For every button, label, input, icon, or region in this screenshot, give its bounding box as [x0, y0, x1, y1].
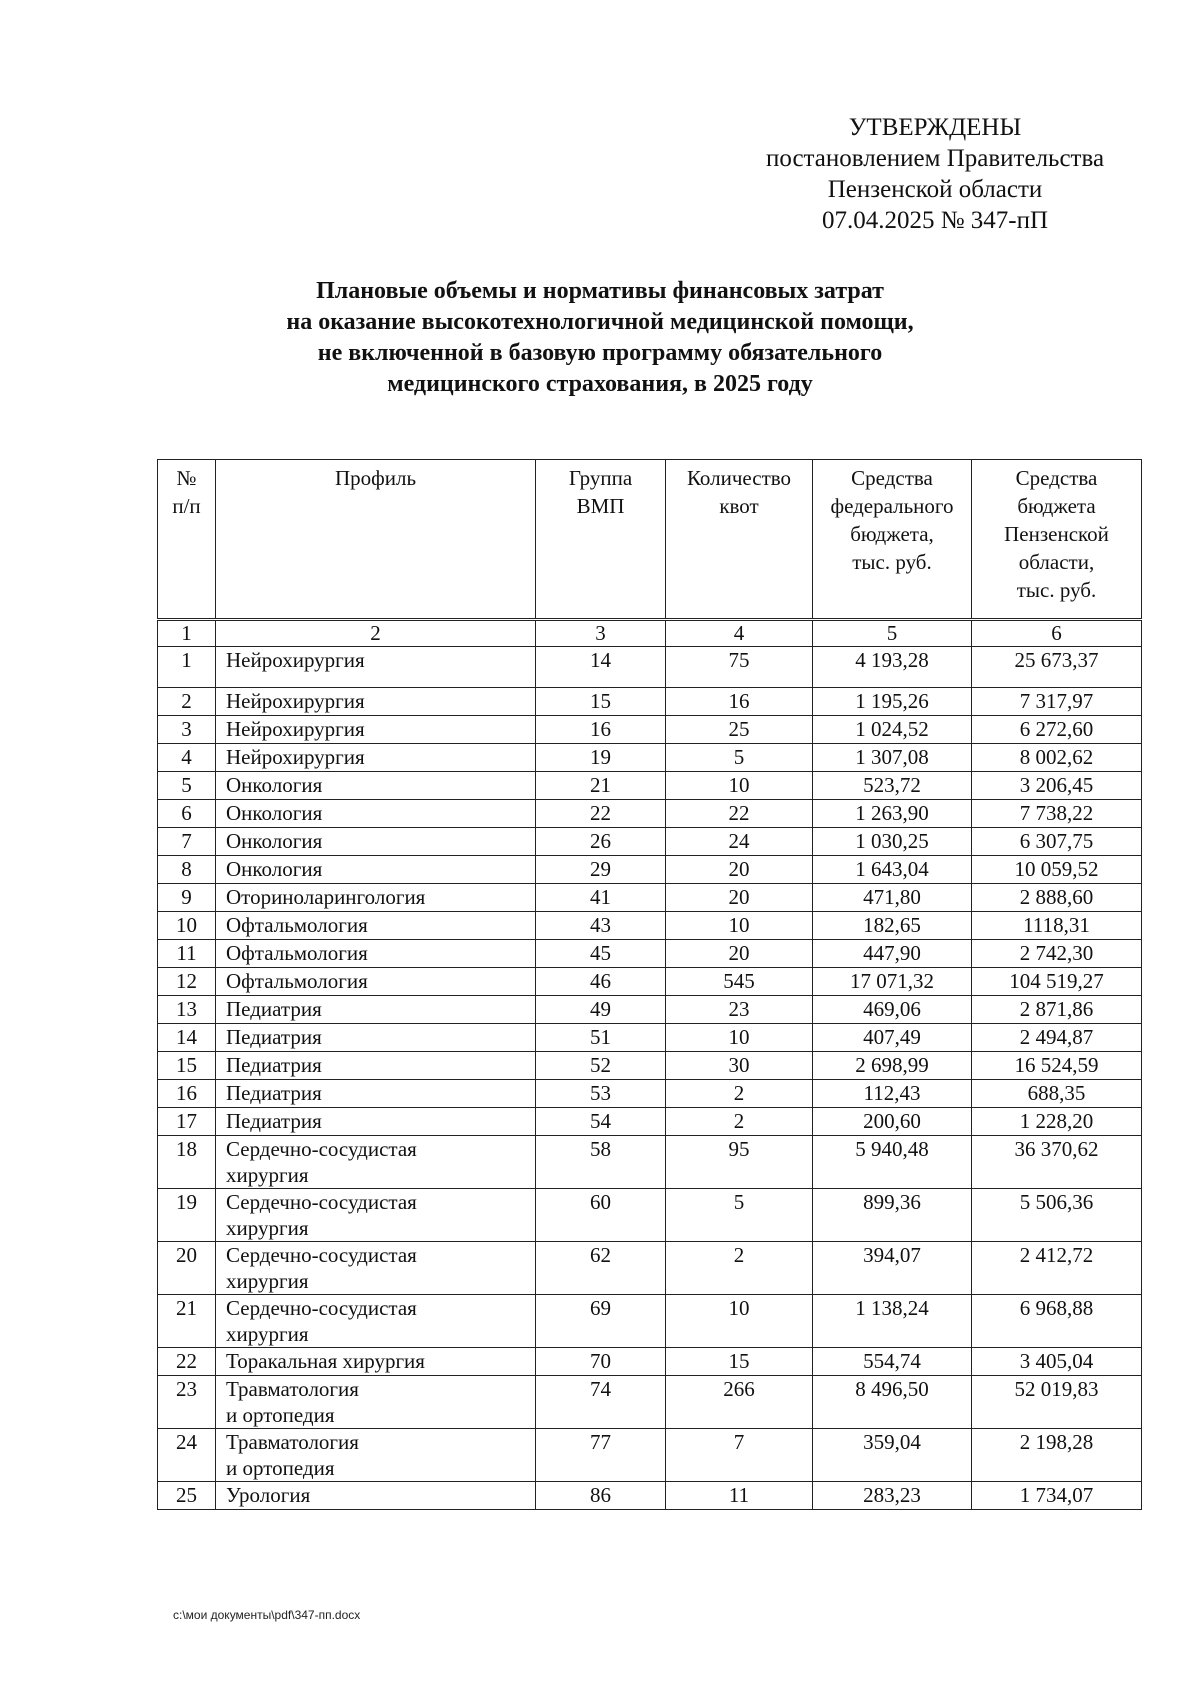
group-cell: 43: [536, 912, 666, 940]
row-number-cell: 18: [158, 1136, 216, 1189]
header-profile: [216, 460, 536, 620]
table-row: [158, 647, 1142, 688]
table-row: [158, 828, 1142, 856]
row-number-cell: 7: [158, 828, 216, 856]
federal-budget-cell: 1 263,90: [813, 800, 972, 828]
table-row: [158, 1482, 1142, 1510]
row-number-cell: 1: [158, 647, 216, 688]
title-line: не включенной в базовую программу обязательного: [317, 340, 883, 366]
profile-line: Офтальмология: [226, 969, 368, 993]
header-num: [158, 460, 216, 620]
profile-cell: [216, 912, 536, 940]
regional-budget-cell: 1 228,20: [972, 1108, 1142, 1136]
regional-budget-cell: 6 968,88: [972, 1295, 1142, 1348]
group-cell: 41: [536, 884, 666, 912]
approval-block: [740, 112, 1130, 236]
quotas-cell: 10: [666, 1024, 813, 1052]
regional-budget-cell: 6 307,75: [972, 828, 1142, 856]
table-row: [158, 744, 1142, 772]
federal-budget-cell: 112,43: [813, 1080, 972, 1108]
quotas-cell: 2: [666, 1242, 813, 1295]
quotas-cell: 2: [666, 1080, 813, 1108]
regional-budget-cell: 688,35: [972, 1080, 1142, 1108]
regional-budget-cell: 3 206,45: [972, 772, 1142, 800]
table-row: [158, 856, 1142, 884]
federal-budget-cell: 5 940,48: [813, 1136, 972, 1189]
approval-heading: УТВЕРЖДЕНЫ: [848, 114, 1022, 141]
table-row: [158, 968, 1142, 996]
row-number-cell: 13: [158, 996, 216, 1024]
table-row: [158, 716, 1142, 744]
regional-budget-cell: 104 519,27: [972, 968, 1142, 996]
federal-budget-cell: 2 698,99: [813, 1052, 972, 1080]
group-cell: 52: [536, 1052, 666, 1080]
federal-budget-cell: 1 030,25: [813, 828, 972, 856]
row-number-cell: 3: [158, 716, 216, 744]
profile-cell: [216, 968, 536, 996]
quotas-cell: 20: [666, 856, 813, 884]
profile-cell: [216, 1295, 536, 1348]
row-number-cell: 25: [158, 1482, 216, 1510]
approval-line: Пензенской области: [827, 176, 1043, 203]
group-cell: 21: [536, 772, 666, 800]
regional-budget-cell: 7 317,97: [972, 688, 1142, 716]
header-line: области,: [1018, 550, 1095, 574]
quotas-cell: 2: [666, 1108, 813, 1136]
profile-cell: [216, 940, 536, 968]
table-row: [158, 1052, 1142, 1080]
profile-cell: [216, 1482, 536, 1510]
row-number-cell: 6: [158, 800, 216, 828]
profile-line: Педиатрия: [226, 1081, 322, 1105]
row-number-cell: 5: [158, 772, 216, 800]
group-cell: 45: [536, 940, 666, 968]
profile-cell: [216, 828, 536, 856]
row-number-cell: 22: [158, 1348, 216, 1376]
regional-budget-cell: 5 506,36: [972, 1189, 1142, 1242]
row-number-cell: 14: [158, 1024, 216, 1052]
header-line: Средства: [851, 466, 933, 490]
quotas-cell: 10: [666, 772, 813, 800]
row-number-cell: 24: [158, 1429, 216, 1482]
column-number: 2: [216, 620, 536, 647]
row-number-cell: 23: [158, 1376, 216, 1429]
table-row: [158, 912, 1142, 940]
regional-budget-cell: 2 494,87: [972, 1024, 1142, 1052]
profile-line: хирургия: [226, 1322, 309, 1346]
quotas-cell: 23: [666, 996, 813, 1024]
quotas-cell: 25: [666, 716, 813, 744]
quotas-cell: 10: [666, 912, 813, 940]
title-line: Плановые объемы и нормативы финансовых затрат: [316, 278, 884, 304]
profile-cell: [216, 1242, 536, 1295]
profile-cell: [216, 996, 536, 1024]
group-cell: 46: [536, 968, 666, 996]
regional-budget-cell: 8 002,62: [972, 744, 1142, 772]
profile-line: Офтальмология: [226, 941, 368, 965]
row-number-cell: 12: [158, 968, 216, 996]
regional-budget-cell: 2 198,28: [972, 1429, 1142, 1482]
federal-budget-cell: 283,23: [813, 1482, 972, 1510]
table-row: [158, 1136, 1142, 1189]
group-cell: 86: [536, 1482, 666, 1510]
row-number-cell: 4: [158, 744, 216, 772]
federal-budget-cell: 394,07: [813, 1242, 972, 1295]
federal-budget-cell: 17 071,32: [813, 968, 972, 996]
table-body: [158, 620, 1142, 1510]
federal-budget-cell: 523,72: [813, 772, 972, 800]
row-number-cell: 10: [158, 912, 216, 940]
quotas-cell: 545: [666, 968, 813, 996]
regional-budget-cell: 1 734,07: [972, 1482, 1142, 1510]
column-number: 1: [158, 620, 216, 647]
row-number-cell: 16: [158, 1080, 216, 1108]
column-number: 4: [666, 620, 813, 647]
row-number-cell: 2: [158, 688, 216, 716]
profile-line: Нейрохирургия: [226, 689, 365, 713]
quotas-cell: 11: [666, 1482, 813, 1510]
group-cell: 58: [536, 1136, 666, 1189]
quotas-cell: 24: [666, 828, 813, 856]
profile-cell: [216, 772, 536, 800]
quotas-cell: 10: [666, 1295, 813, 1348]
group-cell: 69: [536, 1295, 666, 1348]
row-number-cell: 8: [158, 856, 216, 884]
profile-line: Педиатрия: [226, 1025, 322, 1049]
quotas-cell: 30: [666, 1052, 813, 1080]
profile-line: Нейрохирургия: [226, 648, 365, 672]
profile-line: Педиатрия: [226, 1053, 322, 1077]
quotas-cell: 75: [666, 647, 813, 688]
table-row: [158, 1376, 1142, 1429]
group-cell: 62: [536, 1242, 666, 1295]
federal-budget-cell: 447,90: [813, 940, 972, 968]
profile-line: Онкология: [226, 829, 323, 853]
federal-budget-cell: 554,74: [813, 1348, 972, 1376]
profile-line: хирургия: [226, 1216, 309, 1240]
header-group: [536, 460, 666, 620]
regional-budget-cell: 2 742,30: [972, 940, 1142, 968]
column-number-row: [158, 620, 1142, 647]
table-row: [158, 884, 1142, 912]
group-cell: 19: [536, 744, 666, 772]
table-row: [158, 1242, 1142, 1295]
federal-budget-cell: 8 496,50: [813, 1376, 972, 1429]
header-line: Профиль: [334, 466, 417, 490]
header-line: Средства: [1015, 466, 1098, 490]
federal-budget-cell: 471,80: [813, 884, 972, 912]
table-row: [158, 1024, 1142, 1052]
profile-cell: [216, 1429, 536, 1482]
column-number: 3: [536, 620, 666, 647]
profile-cell: [216, 1080, 536, 1108]
group-cell: 70: [536, 1348, 666, 1376]
federal-budget-cell: 200,60: [813, 1108, 972, 1136]
profile-line: Педиатрия: [226, 997, 322, 1021]
federal-budget-cell: 4 193,28: [813, 647, 972, 688]
profile-cell: [216, 647, 536, 688]
row-number-cell: 11: [158, 940, 216, 968]
group-cell: 29: [536, 856, 666, 884]
group-cell: 51: [536, 1024, 666, 1052]
group-cell: 22: [536, 800, 666, 828]
header-line: тыс. руб.: [1016, 578, 1097, 602]
quotas-cell: 266: [666, 1376, 813, 1429]
quotas-cell: 5: [666, 1189, 813, 1242]
table-row: [158, 800, 1142, 828]
table-row: [158, 772, 1142, 800]
regional-budget-cell: 2 871,86: [972, 996, 1142, 1024]
group-cell: 26: [536, 828, 666, 856]
federal-budget-cell: 1 024,52: [813, 716, 972, 744]
group-cell: 53: [536, 1080, 666, 1108]
regional-budget-cell: 7 738,22: [972, 800, 1142, 828]
profile-line: Сердечно-сосудистая: [226, 1296, 417, 1320]
profile-cell: [216, 856, 536, 884]
profile-cell: [216, 800, 536, 828]
approval-date-number: 07.04.2025 № 347-пП: [821, 207, 1049, 234]
profile-cell: [216, 688, 536, 716]
profile-cell: [216, 1024, 536, 1052]
header-row: [158, 460, 1142, 620]
regional-budget-cell: 52 019,83: [972, 1376, 1142, 1429]
header-line: тыс. руб.: [852, 550, 932, 574]
profile-cell: [216, 716, 536, 744]
header-line: квот: [719, 494, 759, 518]
profile-cell: [216, 884, 536, 912]
group-cell: 77: [536, 1429, 666, 1482]
budget-table: [157, 459, 1142, 1510]
profile-line: Торакальная хирургия: [226, 1349, 425, 1373]
federal-budget-cell: 182,65: [813, 912, 972, 940]
approval-line: постановлением Правительства: [765, 145, 1105, 172]
regional-budget-cell: 10 059,52: [972, 856, 1142, 884]
profile-line: Сердечно-сосудистая: [226, 1137, 417, 1161]
profile-line: Онкология: [226, 773, 323, 797]
profile-cell: [216, 1052, 536, 1080]
regional-budget-cell: 25 673,37: [972, 647, 1142, 688]
header-line: Количество: [686, 466, 792, 490]
profile-line: Сердечно-сосудистая: [226, 1243, 417, 1267]
header-line: бюджета,: [850, 522, 934, 546]
federal-budget-cell: 1 195,26: [813, 688, 972, 716]
group-cell: 15: [536, 688, 666, 716]
row-number-cell: 21: [158, 1295, 216, 1348]
profile-line: Офтальмология: [226, 913, 368, 937]
table-row: [158, 688, 1142, 716]
profile-line: Сердечно-сосудистая: [226, 1190, 417, 1214]
row-number-cell: 20: [158, 1242, 216, 1295]
profile-line: Нейрохирургия: [226, 745, 365, 769]
title-line: на оказание высокотехнологичной медицинской помощи,: [286, 309, 914, 335]
regional-budget-cell: 36 370,62: [972, 1136, 1142, 1189]
quotas-cell: 20: [666, 940, 813, 968]
file-path-footer: c:\мои документы\pdf\347-пп.docx: [173, 1608, 361, 1622]
header-federal: [813, 460, 972, 620]
column-number: 6: [972, 620, 1142, 647]
federal-budget-cell: 899,36: [813, 1189, 972, 1242]
row-number-cell: 19: [158, 1189, 216, 1242]
profile-line: хирургия: [226, 1163, 309, 1187]
header-line: п/п: [172, 494, 201, 518]
table-row: [158, 1295, 1142, 1348]
table-row: [158, 940, 1142, 968]
quotas-cell: 16: [666, 688, 813, 716]
profile-cell: [216, 1348, 536, 1376]
profile-line: Онкология: [226, 801, 323, 825]
federal-budget-cell: 469,06: [813, 996, 972, 1024]
regional-budget-cell: 2 412,72: [972, 1242, 1142, 1295]
regional-budget-cell: 16 524,59: [972, 1052, 1142, 1080]
group-cell: 54: [536, 1108, 666, 1136]
row-number-cell: 9: [158, 884, 216, 912]
column-number: 5: [813, 620, 972, 647]
regional-budget-cell: 2 888,60: [972, 884, 1142, 912]
profile-cell: [216, 744, 536, 772]
profile-line: Травматология: [226, 1430, 359, 1454]
header-line: ВМП: [576, 494, 625, 518]
regional-budget-cell: 3 405,04: [972, 1348, 1142, 1376]
federal-budget-cell: 1 138,24: [813, 1295, 972, 1348]
title-line: медицинского страхования, в 2025 году: [387, 371, 813, 397]
profile-line: Травматология: [226, 1377, 359, 1401]
profile-line: хирургия: [226, 1269, 309, 1293]
table-row: [158, 1429, 1142, 1482]
row-number-cell: 15: [158, 1052, 216, 1080]
profile-line: Урология: [226, 1483, 311, 1507]
regional-budget-cell: 1118,31: [972, 912, 1142, 940]
header-quotas: [666, 460, 813, 620]
header-line: Пензенской: [1004, 522, 1109, 546]
federal-budget-cell: 359,04: [813, 1429, 972, 1482]
quotas-cell: 22: [666, 800, 813, 828]
profile-line: Педиатрия: [226, 1109, 322, 1133]
row-number-cell: 17: [158, 1108, 216, 1136]
table-row: [158, 1080, 1142, 1108]
regional-budget-cell: 6 272,60: [972, 716, 1142, 744]
profile-cell: [216, 1136, 536, 1189]
group-cell: 14: [536, 647, 666, 688]
federal-budget-cell: 1 307,08: [813, 744, 972, 772]
header-line: Группа: [568, 466, 633, 490]
table-row: [158, 1189, 1142, 1242]
group-cell: 49: [536, 996, 666, 1024]
profile-cell: [216, 1376, 536, 1429]
profile-line: Онкология: [226, 857, 323, 881]
profile-cell: [216, 1108, 536, 1136]
group-cell: 60: [536, 1189, 666, 1242]
quotas-cell: 15: [666, 1348, 813, 1376]
profile-line: и ортопедия: [226, 1456, 335, 1480]
profile-line: и ортопедия: [226, 1403, 335, 1427]
header-line: федерального: [830, 494, 954, 518]
header-line: бюджета: [1017, 494, 1096, 518]
quotas-cell: 7: [666, 1429, 813, 1482]
table-row: [158, 996, 1142, 1024]
header-regional: [972, 460, 1142, 620]
quotas-cell: 5: [666, 744, 813, 772]
profile-line: Оториноларингология: [226, 885, 426, 909]
federal-budget-cell: 407,49: [813, 1024, 972, 1052]
group-cell: 16: [536, 716, 666, 744]
group-cell: 74: [536, 1376, 666, 1429]
federal-budget-cell: 1 643,04: [813, 856, 972, 884]
quotas-cell: 20: [666, 884, 813, 912]
document-title: [150, 276, 1050, 400]
profile-line: Нейрохирургия: [226, 717, 365, 741]
header-line: №: [176, 466, 197, 490]
profile-cell: [216, 1189, 536, 1242]
quotas-cell: 95: [666, 1136, 813, 1189]
table-row: [158, 1108, 1142, 1136]
table-row: [158, 1348, 1142, 1376]
